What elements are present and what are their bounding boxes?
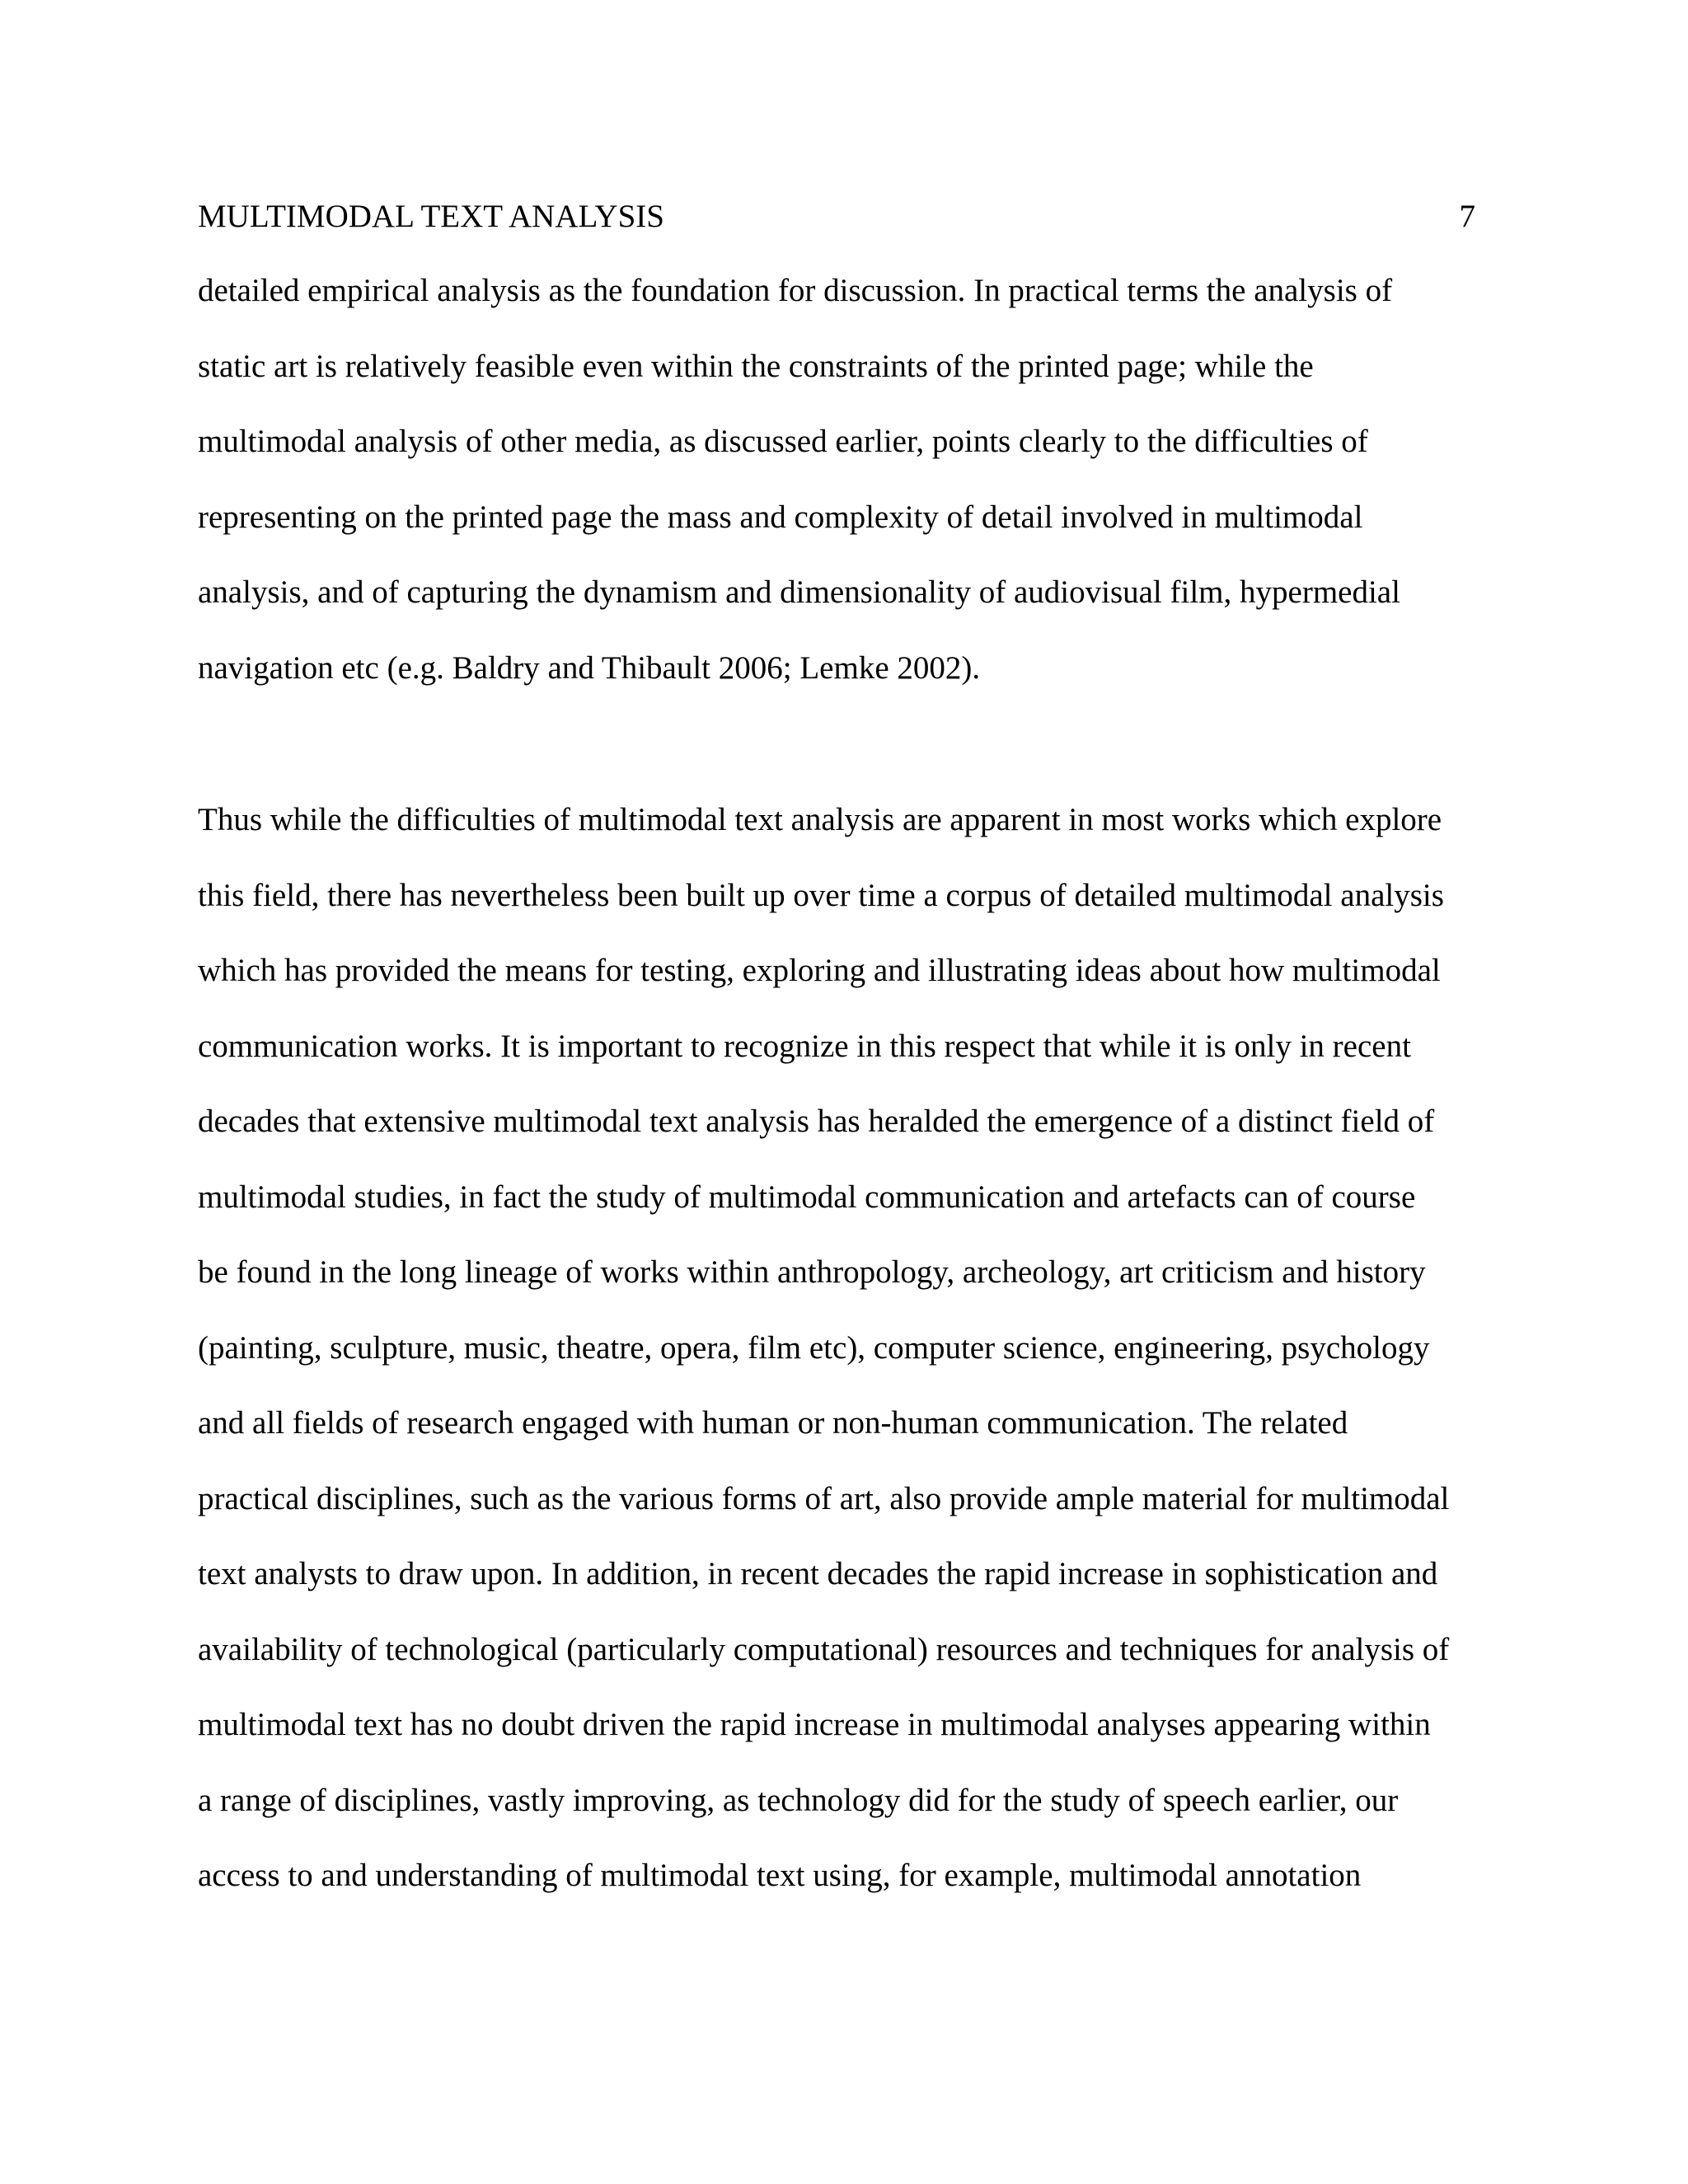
text-line: be found in the long lineage of works within anthropology, archeology, art criticism and history	[198, 1254, 1426, 1290]
text-line: a range of disciplines, vastly improving, as technology did for the study of speech earlier, our	[198, 1782, 1399, 1818]
text-line: practical disciplines, such as the various forms of art, also provide ample material for multimodal	[198, 1480, 1450, 1516]
text-line: and all fields of research engaged with human or non-human communication. The related	[198, 1405, 1348, 1441]
text-line: detailed empirical analysis as the foundation for discussion. In practical terms the analysis of	[198, 273, 1393, 308]
text-line: representing on the printed page the mass and complexity of detail involved in multimodal	[198, 499, 1363, 535]
text-line: static art is relatively feasible even within the constraints of the printed page; while the	[198, 348, 1314, 384]
text-line: analysis, and of capturing the dynamism and dimensionality of audiovisual film, hypermedial	[198, 574, 1400, 610]
text-line: decades that extensive multimodal text analysis has heralded the emergence of a distinct field of	[198, 1104, 1435, 1139]
running-header	[198, 196, 1475, 237]
paragraph-1	[198, 253, 1517, 705]
text-line: this field, there has nevertheless been built up over time a corpus of detailed multimodal analysis	[198, 877, 1444, 913]
text-line: availability of technological (particularly computational) resources and techniques for analysis of	[198, 1631, 1450, 1667]
paragraph-2	[198, 782, 1517, 1914]
text-line: multimodal analysis of other media, as discussed earlier, points clearly to the difficulties of	[198, 424, 1368, 459]
running-title: MULTIMODAL TEXT ANALYSIS	[198, 199, 664, 234]
text-line: (painting, sculpture, music, theatre, opera, film etc), computer science, engineering, psychology	[198, 1329, 1430, 1366]
text-line: navigation etc (e.g. Baldry and Thibault 2006; Lemke 2002).	[198, 649, 981, 686]
page-number: 7	[1459, 199, 1475, 234]
text-line: access to and understanding of multimodal text using, for example, multimodal annotation	[198, 1858, 1362, 1893]
text-line: Thus while the difficulties of multimodal text analysis are apparent in most works which explore	[198, 802, 1442, 837]
text-line: multimodal text has no doubt driven the rapid increase in multimodal analyses appearing within	[198, 1707, 1431, 1742]
text-line: communication works. It is important to recognize in this respect that while it is only in recent	[198, 1028, 1411, 1064]
text-line: multimodal studies, in fact the study of multimodal communication and artefacts can of course	[198, 1179, 1416, 1215]
text-line: text analysts to draw upon. In addition, in recent decades the rapid increase in sophistication and	[198, 1556, 1438, 1591]
text-line: which has provided the means for testing, exploring and illustrating ideas about how multimodal	[198, 953, 1441, 988]
